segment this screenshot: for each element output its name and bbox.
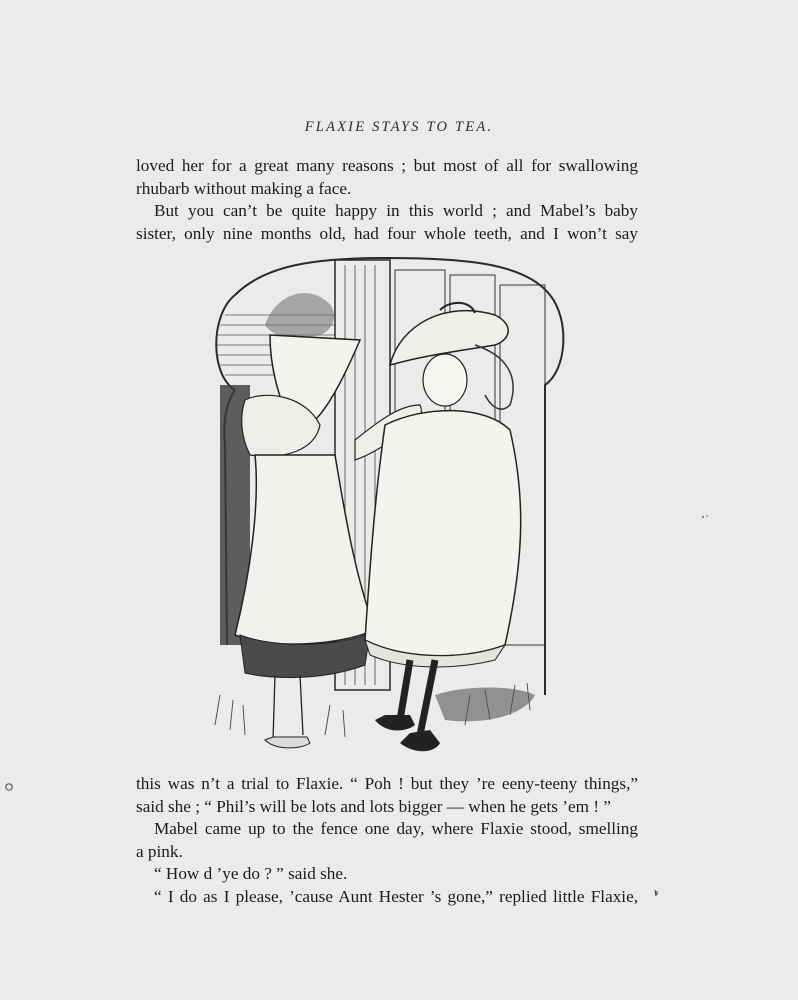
paragraph	[136, 886, 638, 909]
paragraph	[136, 863, 638, 886]
background-tree	[265, 293, 334, 338]
margin-speck-mark	[700, 512, 710, 522]
ground-shadow	[435, 688, 535, 722]
text-line: said she ; “ Phil’s will be lots and lots bigger — when he gets ’em ! ”	[136, 796, 611, 816]
text-block-top	[136, 155, 638, 245]
right-girl-boot	[375, 715, 415, 730]
right-girl-face	[423, 354, 467, 406]
text-line: “ How d ’ye do ? ” said she.	[154, 864, 348, 884]
left-girl-legs	[273, 675, 303, 740]
text-line: a pink.	[136, 841, 183, 861]
paragraph	[136, 200, 638, 245]
paragraph	[136, 155, 638, 200]
left-girl-dress	[235, 455, 375, 644]
margin-ring-mark	[4, 782, 14, 792]
text-line: sister, only nine months old, had four whole teeth, and I won’t say	[136, 223, 638, 243]
text-line: “ I do as I please, ’cause Aunt Hester ’s gone,” replied little Flaxie,	[154, 886, 638, 906]
paragraph	[136, 818, 638, 863]
text-line: rhubarb without making a face.	[136, 178, 352, 198]
right-girl-dress	[365, 411, 521, 656]
running-head: FLAXIE STAYS TO TEA.	[304, 119, 494, 135]
paragraph	[136, 773, 638, 818]
text-line: this was n’t a trial to Flaxie. “ Poh ! but they ’re eeny-teeny things,”	[136, 774, 638, 793]
two-girls-at-fence-engraving	[205, 255, 570, 765]
right-girl-boot	[400, 730, 440, 751]
text-block-bottom	[136, 773, 638, 909]
margin-tick-mark	[652, 888, 662, 898]
engraving-illustration	[205, 255, 570, 765]
text-line: But you can’t be quite happy in this world ; and Mabel’s baby	[154, 201, 638, 221]
left-girl-shoe	[265, 737, 310, 748]
text-line: loved her for a great many reasons ; but most of all for swallowing	[136, 156, 638, 175]
text-line: Mabel came up to the fence one day, where Flaxie stood, smelling	[154, 819, 638, 839]
curly-hair	[475, 345, 513, 409]
